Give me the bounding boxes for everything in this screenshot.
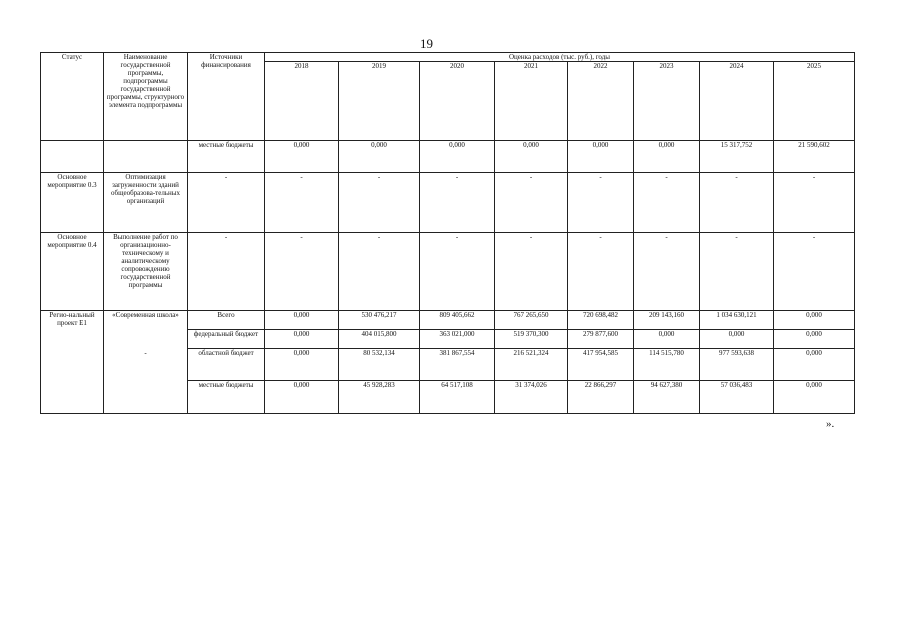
value-cell: 279 877,600 (568, 330, 634, 349)
value-cell: - (420, 233, 495, 311)
value-cell: 767 265,650 (495, 311, 568, 330)
value-cell: 0,000 (774, 349, 855, 381)
value-cell: 22 866,297 (568, 381, 634, 414)
value-cell: - (774, 173, 855, 233)
value-cell: 0,000 (774, 330, 855, 349)
source-cell: областной бюджет (188, 349, 265, 381)
header-year: 2021 (495, 62, 568, 141)
value-cell: 977 593,638 (700, 349, 774, 381)
value-cell: 1 034 630,121 (700, 311, 774, 330)
value-cell: 809 405,662 (420, 311, 495, 330)
project-name: «Современная школа» (112, 311, 179, 319)
table-row (41, 141, 855, 173)
value-cell: 45 928,283 (339, 381, 420, 414)
value-cell: - (339, 233, 420, 311)
header-status: Статус (41, 53, 104, 141)
header-year: 2019 (339, 62, 420, 141)
value-cell: 0,000 (265, 349, 339, 381)
value-cell: 94 627,380 (634, 381, 700, 414)
value-cell: - (634, 233, 700, 311)
closing-quote-mark: ». (826, 418, 835, 430)
source-cell: - (188, 173, 265, 233)
value-cell: - (495, 233, 568, 311)
value-cell: 0,000 (700, 330, 774, 349)
header-estimate: Оценка расходов (тыс. руб.), годы (265, 53, 855, 62)
value-cell: 216 521,324 (495, 349, 568, 381)
value-cell: - (495, 173, 568, 233)
source-cell: местные бюджеты (188, 141, 265, 173)
value-cell: 209 143,160 (634, 311, 700, 330)
value-cell: 21 590,602 (774, 141, 855, 173)
value-cell: 0,000 (420, 141, 495, 173)
value-cell: 530 476,217 (339, 311, 420, 330)
value-cell: 114 515,780 (634, 349, 700, 381)
value-cell: 0,000 (265, 311, 339, 330)
value-cell: 57 036,483 (700, 381, 774, 414)
status-cell: Основное мероприятие 0.3 (41, 173, 104, 233)
header-year: 2018 (265, 62, 339, 141)
value-cell: 64 517,108 (420, 381, 495, 414)
value-cell: - (700, 173, 774, 233)
source-cell: Всего (188, 311, 265, 330)
value-cell: 0,000 (265, 381, 339, 414)
header-year: 2024 (700, 62, 774, 141)
value-cell: 15 317,752 (700, 141, 774, 173)
source-cell: федеральный бюджет (188, 330, 265, 349)
name-cell: Выполнение работ по организационно-техническому и аналитическому сопровождению государственной программы (104, 233, 188, 311)
table-row (41, 311, 855, 330)
header-row (41, 53, 855, 62)
value-cell: 0,000 (634, 141, 700, 173)
value-cell: - (774, 233, 855, 311)
value-cell: 0,000 (265, 330, 339, 349)
source-cell: местные бюджеты (188, 381, 265, 414)
value-cell: - (634, 173, 700, 233)
value-cell: 381 867,554 (420, 349, 495, 381)
value-cell: 0,000 (495, 141, 568, 173)
value-cell: 0,000 (774, 381, 855, 414)
value-cell: 80 532,134 (339, 349, 420, 381)
value-cell: - (568, 173, 634, 233)
value-cell: - (700, 233, 774, 311)
value-cell: 519 370,300 (495, 330, 568, 349)
header-year: 2025 (774, 62, 855, 141)
value-cell: 404 015,800 (339, 330, 420, 349)
status-cell: Основное мероприятие 0.4 (41, 233, 104, 311)
header-source: Источники финансирования (188, 53, 265, 141)
value-cell: 0,000 (265, 141, 339, 173)
value-cell: 31 374,026 (495, 381, 568, 414)
name-cell (104, 311, 188, 414)
project-dash: - (144, 349, 147, 357)
table-row (41, 233, 855, 311)
name-cell: Оптимизация загруженности зданий общеобразова-тельных организаций (104, 173, 188, 233)
value-cell: 363 021,000 (420, 330, 495, 349)
source-cell: - (188, 233, 265, 311)
value-cell: - (420, 173, 495, 233)
value-cell: - (265, 233, 339, 311)
header-year: 2020 (420, 62, 495, 141)
header-name: Наименование государственной программы, подпрограммы государственной программы, структурного элемента подпрограммы (104, 53, 188, 141)
header-year: 2022 (568, 62, 634, 141)
page-number: 19 (420, 36, 433, 51)
value-cell: 0,000 (568, 141, 634, 173)
status-cell: Регио-нальный проект Е1 (41, 311, 104, 414)
header-year: 2023 (634, 62, 700, 141)
budget-table (40, 52, 855, 414)
value-cell: - (339, 173, 420, 233)
value-cell: 720 698,482 (568, 311, 634, 330)
value-cell: 0,000 (339, 141, 420, 173)
value-cell: - (265, 173, 339, 233)
value-cell: - (568, 233, 634, 311)
value-cell: 417 954,585 (568, 349, 634, 381)
value-cell: 0,000 (774, 311, 855, 330)
value-cell: 0,000 (634, 330, 700, 349)
table-row (41, 173, 855, 233)
